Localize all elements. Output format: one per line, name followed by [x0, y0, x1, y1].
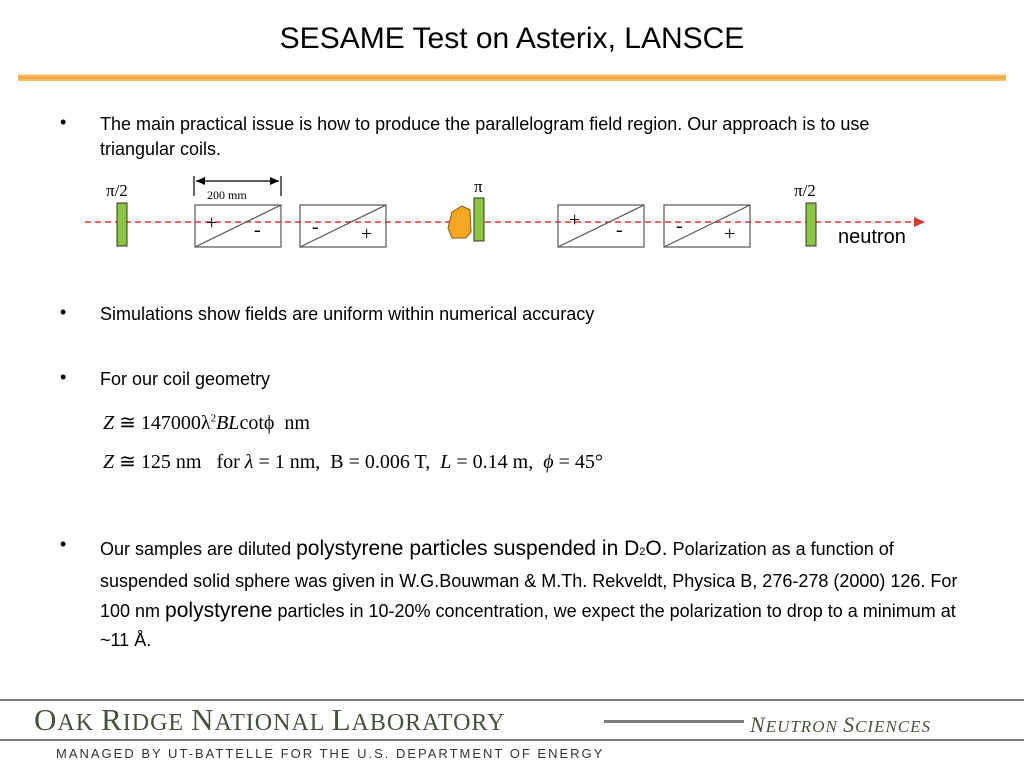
- scale-arrow-right: [270, 177, 279, 185]
- footer-rule-bottom: [0, 739, 1024, 741]
- managed-by-text: MANAGED BY UT-BATTELLE FOR THE U.S. DEPARTMENT OF ENERGY: [56, 746, 605, 761]
- flipper-left: [117, 203, 127, 246]
- sesame-setup-diagram: [0, 0, 1024, 300]
- scale-arrow-left: [196, 177, 205, 185]
- coil-2-plus: +: [361, 223, 373, 245]
- coil-1-plus: +: [206, 212, 218, 234]
- coil-3-plus: +: [569, 209, 581, 231]
- beam-label: neutron: [838, 226, 906, 248]
- bullet-coil-approach: The main practical issue is how to produce the parallelogram field region. Our approach is to use triangular coils.: [100, 114, 870, 159]
- flipper-left-label: π/2: [106, 181, 128, 200]
- bullet-simulations: Simulations show fields are uniform within numerical accuracy: [100, 304, 595, 324]
- flipper-right: [806, 203, 816, 246]
- flipper-center-label: π: [474, 177, 483, 196]
- footer-rule-top: [0, 699, 1024, 701]
- coil-4-minus: -: [676, 215, 683, 237]
- flipper-center: [474, 198, 484, 241]
- sample-icon: [448, 206, 471, 238]
- scale-label: 200 mm: [207, 188, 247, 202]
- equation-spin-echo-length: Z ≅ $147000\lambda^2BLcot\phi$ nm: [103, 412, 310, 434]
- bullet-marker: •: [60, 534, 67, 554]
- beam-arrowhead: [914, 217, 925, 227]
- slide-title: SESAME Test on Asterix, LANSCE: [279, 22, 745, 55]
- coil-3-minus: -: [616, 219, 623, 241]
- footer-divider: [604, 720, 744, 723]
- bullet-marker: •: [60, 302, 67, 322]
- equation-numeric-values: Z ≅ 125 nm for λ = 1 nm, B = 0.006 T, L = 0.14 m, ϕ = 45°: [103, 451, 603, 473]
- bullet-coil-geometry: For our coil geometry: [100, 369, 271, 389]
- bullet-marker: •: [60, 112, 67, 132]
- coil-4-plus: +: [724, 223, 736, 245]
- coil-1-minus: -: [254, 219, 261, 241]
- ornl-logo-text: OAK RIDGE NATIONAL LABORATORY: [34, 702, 506, 737]
- bullet-samples: Our samples are diluted polystyrene particles suspended in D2O. Polarization as a function of suspended solid sphere was given in W.G.Bouwman & M.Th. Rekveldt, Physica B, 276-278 (2000) 126. For 100 nm polystyrene particles in 10-20% concentration, we expect the polarization to drop to a minimum at ~11 Å.: [100, 537, 958, 650]
- flipper-right-label: π/2: [794, 181, 816, 200]
- coil-2-minus: -: [312, 216, 319, 238]
- neutron-sciences-text: NEUTRON SCIENCES: [750, 712, 932, 737]
- bullet-marker: •: [60, 367, 67, 387]
